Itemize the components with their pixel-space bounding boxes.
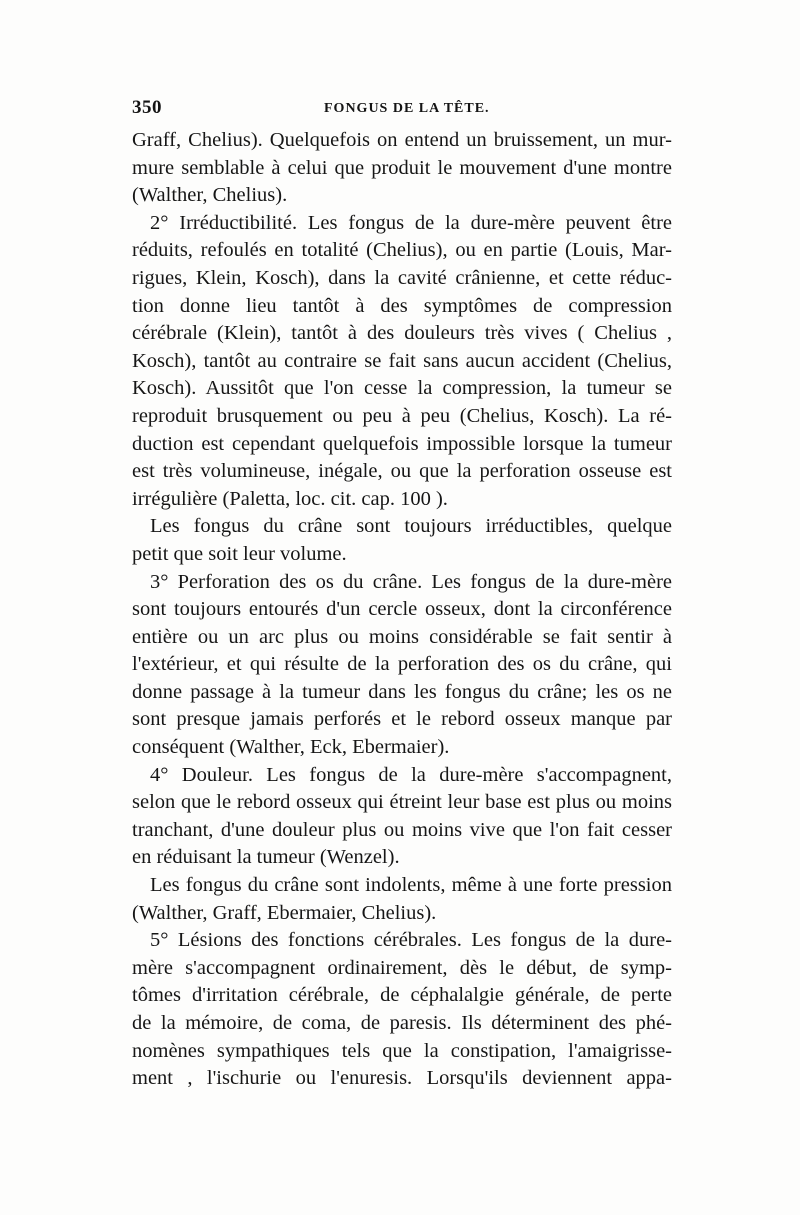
text-line: Les fongus du crâne sont indolents, même à une forte pression — [150, 874, 672, 897]
text-line: tion donne lieu tantôt à des symptômes de compression — [132, 294, 672, 317]
text-line: conséquent (Walther, Eck, Ebermaier). — [132, 736, 450, 759]
text-line: l'extérieur, et qui résulte de la perforation des os du crâne, qui — [132, 653, 672, 676]
text-line: reproduit brusquement ou peu à peu (Chelius, Kosch). La ré- — [132, 404, 672, 427]
page-number: 350 — [132, 97, 162, 118]
text-line: irrégulière (Paletta, loc. cit. cap. 100 ). — [132, 487, 448, 510]
text-line: 5° Lésions des fonctions cérébrales. Les fongus de la dure- — [150, 929, 672, 952]
text-line: petit que soit leur volume. — [132, 542, 347, 565]
text-line: sont presque jamais perforés et le rebord osseux manque par — [132, 708, 672, 731]
text-line: Graff, Chelius). Quelquefois on entend un bruissement, un mur- — [132, 129, 672, 151]
text-line: 2° Irréductibilité. Les fongus de la dure-mère peuvent être — [150, 211, 672, 234]
body-text — [132, 127, 672, 1093]
text-line: mère s'accompagnent ordinairement, dès le début, de symp- — [132, 956, 672, 979]
text-line: 4° Douleur. Les fongus de la dure-mère s'accompagnent, — [150, 763, 672, 786]
text-line: tômes d'irritation cérébrale, de céphalalgie générale, de perte — [132, 984, 672, 1007]
text-line: en réduisant la tumeur (Wenzel). — [132, 846, 400, 869]
text-line: réduits, refoulés en totalité (Chelius), ou en partie (Louis, Mar- — [132, 239, 672, 262]
text-line: mure semblable à celui que produit le mouvement d'une montre — [132, 156, 672, 179]
running-title: FONGUS DE LA TÊTE. — [324, 101, 490, 116]
text-line: sont toujours entourés d'un cercle osseux, dont la circonférence — [132, 598, 672, 621]
text-line: donne passage à la tumeur dans les fongus du crâne; les os ne — [132, 680, 672, 703]
text-line: est très volumineuse, inégale, ou que la perforation osseuse est — [132, 460, 672, 483]
page-header — [132, 97, 672, 121]
text-line: Kosch), tantôt au contraire se fait sans aucun accident (Chelius, — [132, 349, 672, 372]
text-line: 3° Perforation des os du crâne. Les fongus de la dure-mère — [150, 570, 672, 593]
text-line: ment , l'ischurie ou l'enuresis. Lorsqu'ils deviennent appa- — [132, 1067, 672, 1090]
text-line: de la mémoire, de coma, de paresis. Ils déterminent des phé- — [132, 1012, 672, 1034]
text-line: (Walther, Graff, Ebermaier, Chelius). — [132, 901, 437, 924]
text-line: rigues, Klein, Kosch), dans la cavité crânienne, et cette réduc- — [132, 266, 672, 289]
text-line: Kosch). Aussitôt que l'on cesse la compression, la tumeur se — [132, 377, 672, 400]
text-line: duction est cependant quelquefois impossible lorsque la tumeur — [132, 432, 672, 455]
text-line: Les fongus du crâne sont toujours irréductibles, quelque — [150, 515, 672, 538]
text-line: entière ou un arc plus ou moins considérable se fait sentir à — [132, 625, 672, 648]
text-line: tranchant, d'une douleur plus ou moins vive que l'on fait cesser — [132, 818, 672, 841]
text-line: (Walther, Chelius). — [132, 184, 288, 207]
text-line: cérébrale (Klein), tantôt à des douleurs très vives ( Chelius , — [132, 322, 672, 345]
text-line: selon que le rebord osseux qui étreint leur base est plus ou moins — [132, 791, 672, 814]
text-line: nomènes sympathiques tels que la constipation, l'amaigrisse- — [132, 1039, 672, 1062]
